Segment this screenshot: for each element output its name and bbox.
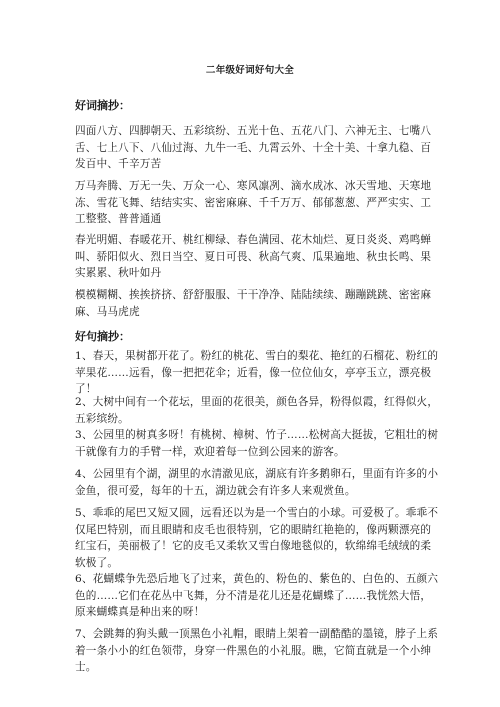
word-list-paragraph: 春光明媚、春暖花开、桃红柳绿、春色满园、花木灿烂、夏日炎炎、鸡鸣蝉叫、骄阳似火、烈日当空、夏日可畏、秋高气爽、瓜果遍地、秋虫长鸣、果实累累、秋叶如丹 [75, 234, 432, 280]
word-list-paragraph: 万马奔腾、万无一失、万众一心、寒风凛冽、滴水成冰、冰天雪地、天寒地冻、雪花飞舞、结结实实、密密麻麻、千千万万、郁郁葱葱、严严实实、工工整整、普普通通 [75, 180, 432, 226]
sentence-paragraph: 3、公园里的树真多呀！有桃树、樟树、竹子……松树高大挺拔，它粗壮的树干就像有力的手臂一样，欢迎着每一位到公园来的游客。 [75, 429, 439, 458]
word-list-paragraph: 四面八方、四脚朝天、五彩缤纷、五光十色、五花八门、六神无主、七嘴八舌、七上八下、八仙过海、九牛一毛、九霄云外、十全十美、十拿九稳、百发百中、千辛万苦 [75, 125, 432, 171]
sentence-paragraph: 5、乖乖的尾巴又短又圆，远看还以为是一个雪白的小球。可爱极了。乖乖不仅尾巴特别，而且眼睛和皮毛也很特别，它的眼睛红艳艳的，像两颗漂亮的红宝石，美丽极了！它的皮毛又柔软又雪白像地毯似的，软绵绵毛绒绒的柔软极了。 [75, 507, 439, 569]
sentence-paragraph: 7、会跳舞的狗头戴一顶黑色小礼帽，眼睛上架着一副酷酷的墨镜，脖子上系着一条小小的红色领带，身穿一件黑色的小礼服。瞧，它简直就是一个小绅士。 [75, 628, 439, 674]
sentences-heading: 好句摘抄： [75, 330, 130, 343]
words-heading: 好词摘抄： [75, 99, 130, 112]
document-title: 二年级好词好句大全 [205, 65, 295, 76]
sentence-paragraph: 6、花蝴蝶争先恐后地飞了过来，黄色的、粉色的、紫色的、白色的、五颜六色的……它们在花丛中飞舞，分不清是花儿还是花蝴蝶了……我恍然大悟，原来蝴蝶真是种出来的呀！ [75, 573, 439, 619]
sentence-paragraph: 2、大树中间有一个花坛，里面的花很美，颜色各异，粉得似霞，红得似火，五彩缤纷。 [75, 396, 439, 425]
sentence-paragraph: 1、春天，果树都开花了。粉红的桃花、雪白的梨花、艳红的石榴花、粉红的苹果花……远看，像一把把花伞；近看，像一位位仙女，亭亭玉立，漂亮极了！ [75, 350, 439, 396]
word-list-paragraph: 模模糊糊、挨挨挤挤、舒舒服服、干干净净、陆陆续续、蹦蹦跳跳、密密麻麻、马马虎虎 [75, 289, 432, 318]
sentence-paragraph: 4、公园里有个湖，湖里的水清澈见底，湖底有许多鹅卵石，里面有许多的小金鱼，很可爱，每年的十五，湖边就会有许多人来观赏鱼。 [75, 468, 439, 497]
